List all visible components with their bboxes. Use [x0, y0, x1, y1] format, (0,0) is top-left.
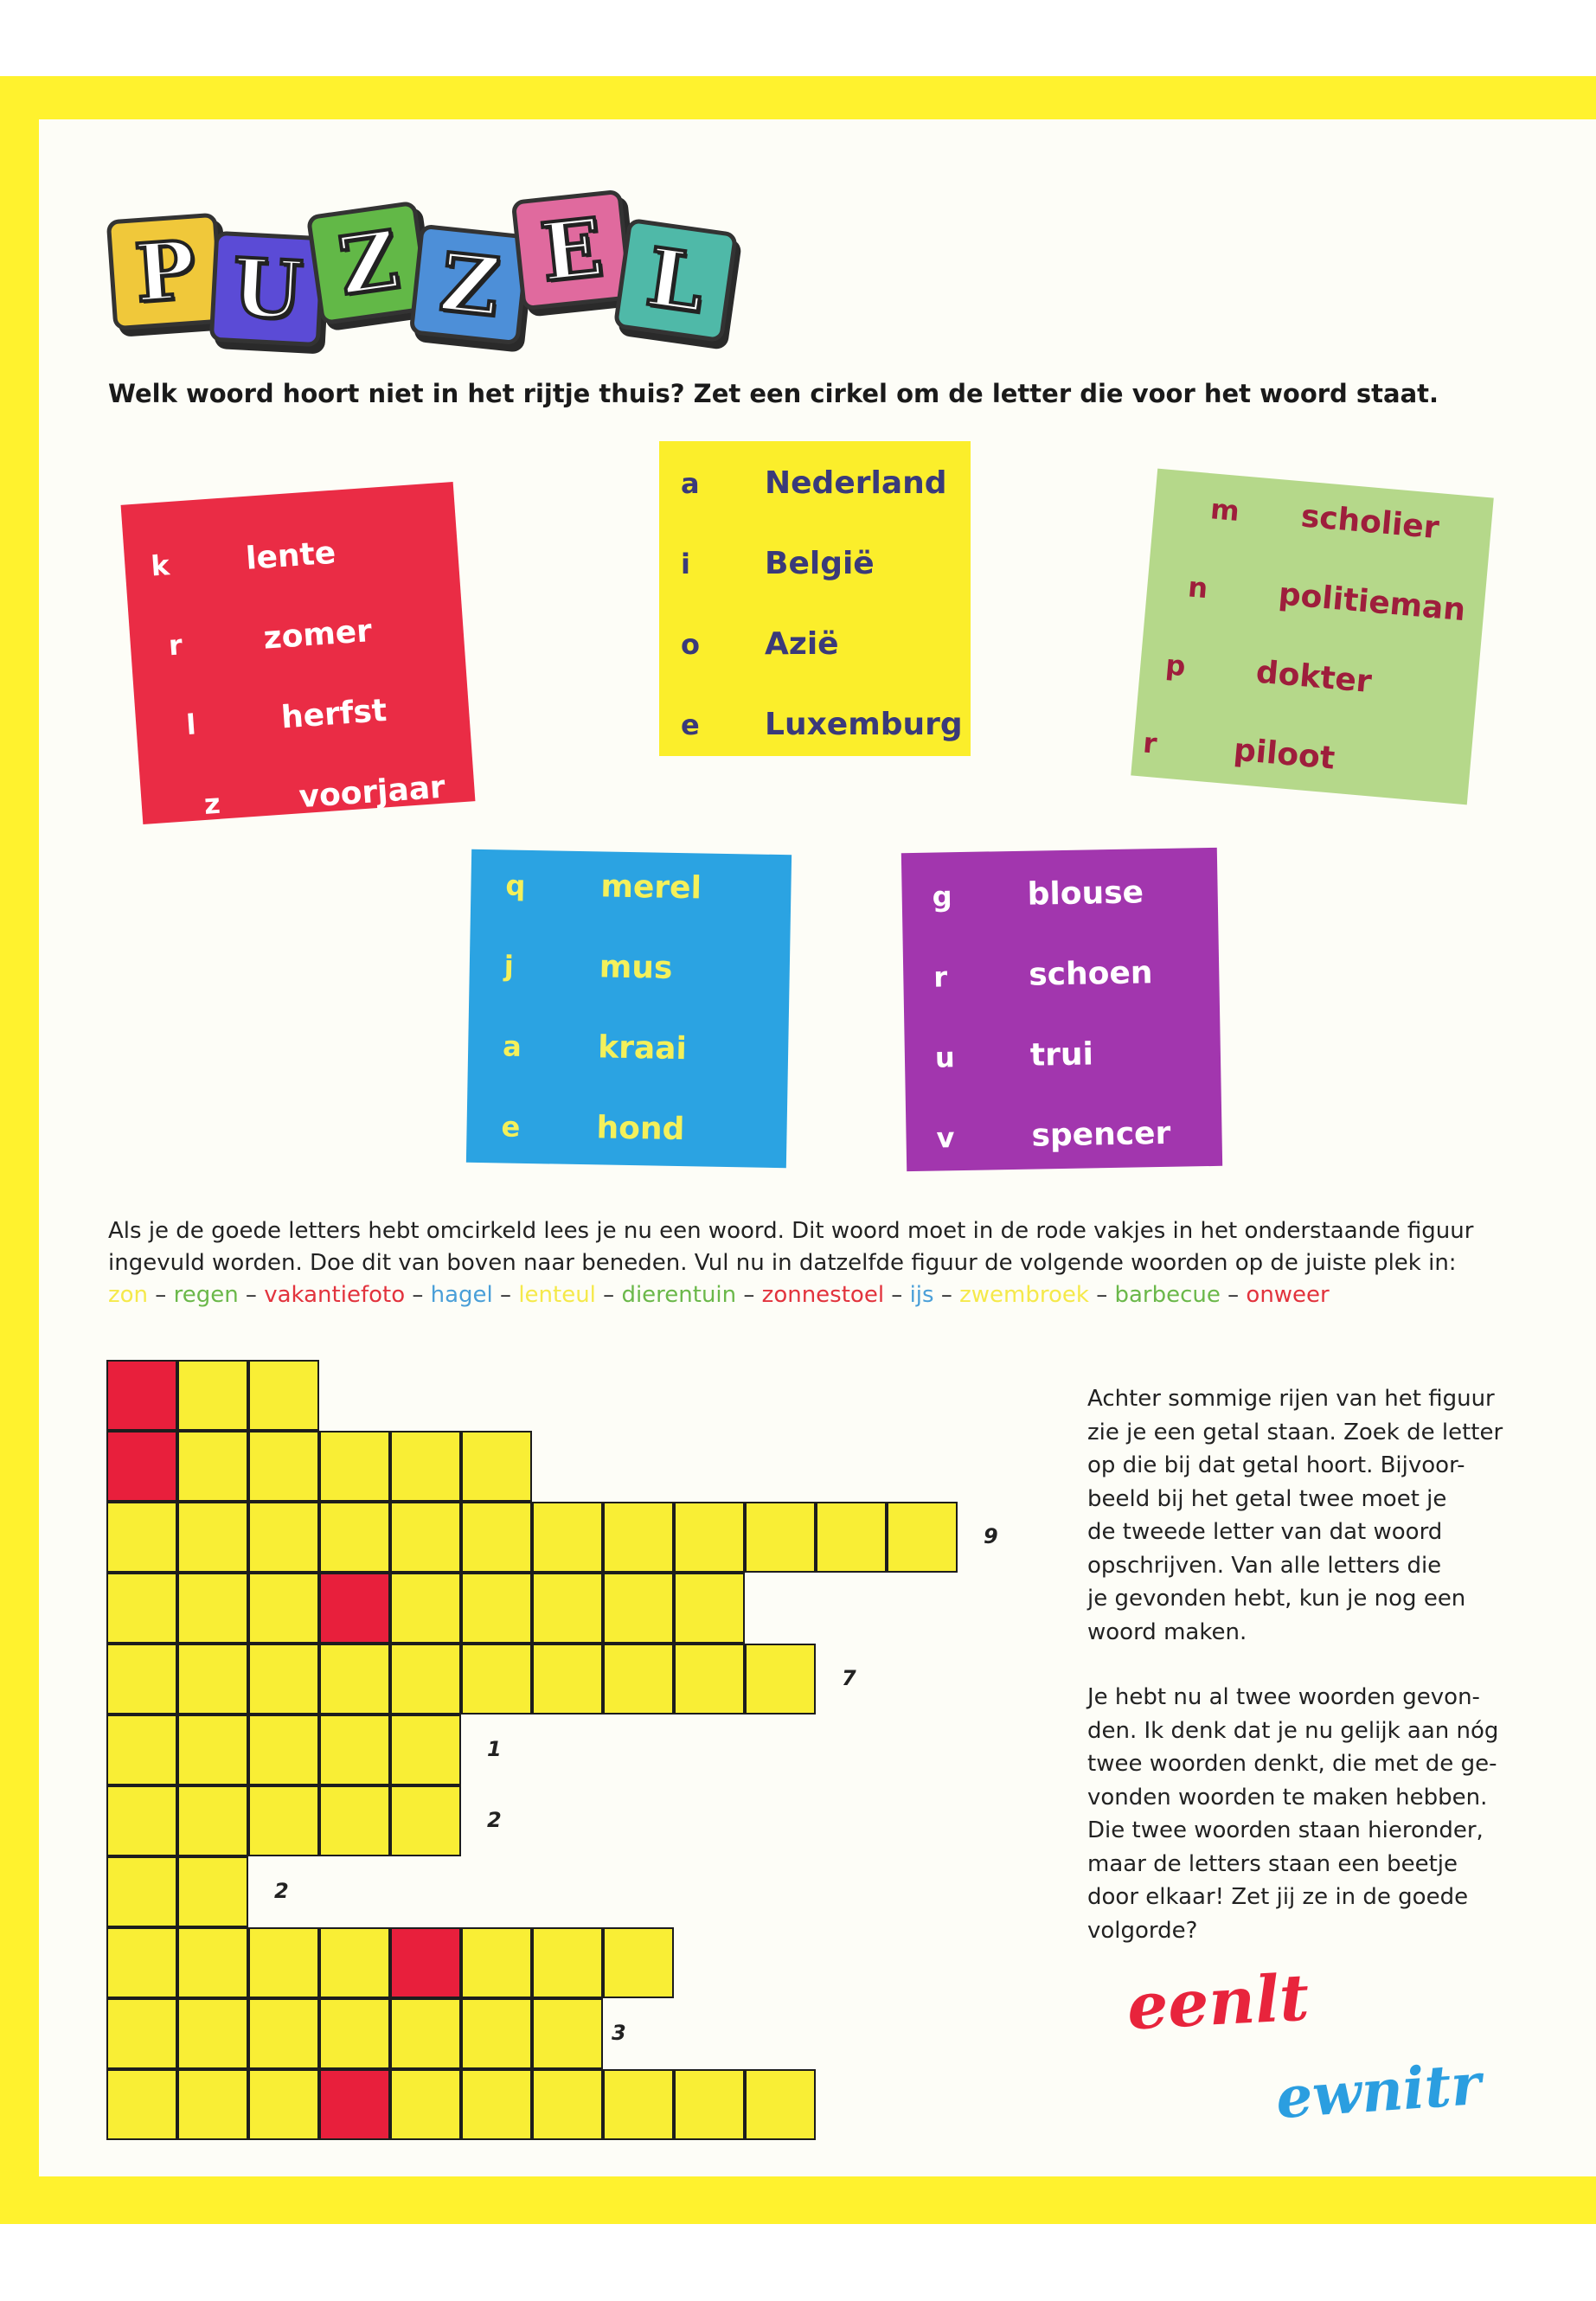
option-word: politieman: [1277, 576, 1467, 629]
red-cell[interactable]: [319, 1573, 390, 1644]
row-number: 1: [487, 1737, 502, 1761]
card-row: [659, 465, 971, 509]
title-letter: L: [641, 230, 710, 330]
grid-cell[interactable]: [319, 1644, 390, 1715]
grid-cell[interactable]: [106, 1927, 177, 1998]
title-block-z-3: [409, 224, 531, 346]
option-letter[interactable]: u: [934, 1041, 956, 1074]
card-row: [468, 1028, 789, 1076]
card-row: [906, 1115, 1222, 1163]
option-letter[interactable]: z: [202, 786, 221, 821]
grid-cell[interactable]: [603, 1927, 674, 1998]
word-separator: –: [736, 1282, 762, 1308]
title-letter: P: [131, 222, 199, 321]
scrambled-word-2: ewnitr: [1273, 2049, 1484, 2132]
grid-cell[interactable]: [603, 1502, 674, 1573]
option-word: voorjaar: [298, 769, 447, 816]
option-letter[interactable]: o: [681, 628, 700, 661]
grid-cell[interactable]: [177, 1431, 248, 1502]
row-number: 7: [842, 1666, 856, 1690]
grid-cell[interactable]: [390, 1785, 461, 1856]
grid-cell[interactable]: [106, 1715, 177, 1785]
option-word: Nederland: [765, 465, 947, 501]
option-word: mus: [599, 949, 673, 986]
card-row: [130, 607, 465, 674]
side-text-line: den. Ik denk dat je nu gelijk aan nóg: [1087, 1717, 1499, 1744]
grid-cell[interactable]: [390, 1644, 461, 1715]
fill-word: zwembroek: [959, 1282, 1089, 1308]
option-letter[interactable]: r: [167, 628, 184, 663]
grid-cell[interactable]: [461, 2069, 532, 2140]
side-text-line: maar de letters staan een beetje: [1087, 1850, 1458, 1877]
card-row: [466, 1108, 787, 1157]
title-letter: Z: [435, 234, 504, 335]
option-word: schoen: [1028, 955, 1153, 993]
grid-cell[interactable]: [461, 1573, 532, 1644]
grid-cell[interactable]: [248, 1573, 319, 1644]
grid-cell[interactable]: [532, 1502, 603, 1573]
grid-cell[interactable]: [319, 1785, 390, 1856]
grid-cell[interactable]: [603, 1573, 674, 1644]
instruction-text: Welk woord hoort niet in het rijtje thuis? Zet een cirkel om de letter die voor het woord staat.: [108, 379, 1439, 408]
grid-cell[interactable]: [106, 1856, 177, 1927]
option-letter[interactable]: k: [150, 548, 171, 583]
option-letter[interactable]: r: [933, 960, 948, 994]
option-letter[interactable]: a: [502, 1029, 522, 1063]
grid-cell[interactable]: [177, 1785, 248, 1856]
fill-word: regen: [173, 1282, 239, 1308]
option-word: herfst: [279, 693, 388, 736]
grid-cell[interactable]: [603, 1644, 674, 1715]
side-text-line: op die bij dat getal hoort. Bijvoor-: [1087, 1452, 1465, 1478]
grid-cell[interactable]: [319, 1431, 390, 1502]
red-cell[interactable]: [319, 2069, 390, 2140]
grid-cell[interactable]: [532, 1998, 603, 2069]
grid-cell[interactable]: [461, 1431, 532, 1502]
option-letter[interactable]: g: [932, 880, 952, 913]
grid-cell[interactable]: [106, 1573, 177, 1644]
fill-word: zonnestoel: [761, 1282, 885, 1308]
card-row: [659, 707, 971, 750]
grid-cell[interactable]: [248, 1431, 319, 1502]
fill-word: ijs: [909, 1282, 934, 1308]
title-block-u-1: [209, 231, 326, 348]
grid-cell[interactable]: [248, 2069, 319, 2140]
card-row: [1145, 565, 1485, 638]
grid-cell[interactable]: [177, 1644, 248, 1715]
grid-cell[interactable]: [177, 1927, 248, 1998]
row-number: 9: [984, 1524, 998, 1548]
grid-cell[interactable]: [106, 1502, 177, 1573]
grid-cell[interactable]: [745, 1644, 816, 1715]
grid-cell[interactable]: [106, 1644, 177, 1715]
fill-word: zon: [108, 1282, 149, 1308]
grid-cell[interactable]: [461, 1927, 532, 1998]
grid-cell[interactable]: [319, 1502, 390, 1573]
grid-cell[interactable]: [177, 1360, 248, 1431]
fill-word: hagel: [430, 1282, 493, 1308]
red-cell[interactable]: [106, 1431, 177, 1502]
option-word: merel: [600, 868, 702, 907]
option-word: kraai: [597, 1029, 688, 1067]
option-letter[interactable]: e: [501, 1110, 521, 1144]
option-word: Luxemburg: [765, 707, 963, 742]
word-separator: –: [595, 1282, 622, 1308]
side-text-line: Achter sommige rijen van het figuur: [1087, 1386, 1495, 1412]
grid-cell[interactable]: [319, 1998, 390, 2069]
card-row: [901, 874, 1218, 922]
side-text-line: beeld bij het getal twee moet je: [1087, 1485, 1447, 1512]
grid-cell[interactable]: [674, 1644, 745, 1715]
grid-cell[interactable]: [887, 1502, 958, 1573]
grid-cell[interactable]: [461, 1998, 532, 2069]
option-letter[interactable]: q: [505, 868, 526, 902]
fill-word: vakantiefoto: [264, 1282, 406, 1308]
title-letter: Z: [333, 212, 404, 314]
card-row: [124, 527, 459, 593]
side-instructions-2: [1087, 1681, 1529, 1947]
card-row: [1138, 644, 1478, 717]
fill-word: barbecue: [1114, 1282, 1221, 1308]
word-list: [108, 1279, 1527, 1311]
option-word: zomer: [262, 613, 374, 657]
grid-cell[interactable]: [532, 1644, 603, 1715]
word-separator: –: [405, 1282, 431, 1308]
option-letter[interactable]: j: [503, 949, 515, 983]
word-separator: –: [933, 1282, 960, 1308]
card-yellow: [659, 441, 971, 756]
option-word: trui: [1029, 1036, 1094, 1074]
card-red: [121, 482, 476, 824]
grid-cell[interactable]: [177, 2069, 248, 2140]
card-blue: [466, 849, 792, 1168]
fill-word: dierentuin: [621, 1282, 737, 1308]
grid-cell[interactable]: [532, 1927, 603, 1998]
word-separator: –: [1220, 1282, 1247, 1308]
grid-cell[interactable]: [106, 1998, 177, 2069]
side-text-line: Je hebt nu al twee woorden gevon-: [1087, 1684, 1480, 1710]
option-letter[interactable]: r: [1141, 726, 1158, 760]
card-row: [905, 1035, 1221, 1083]
grid-cell[interactable]: [745, 2069, 816, 2140]
grid-cell[interactable]: [390, 1998, 461, 2069]
title-letter: E: [536, 200, 607, 300]
grid-cell[interactable]: [390, 1502, 461, 1573]
paragraph-line-2: ingevuld worden. Doe dit van boven naar beneden. Vul nu in datzelfde figuur de volgende woorden op de juiste plek in:: [108, 1250, 1457, 1276]
paragraph: [108, 1215, 1527, 1311]
grid-cell[interactable]: [390, 1431, 461, 1502]
side-text-line: de tweede letter van dat woord: [1087, 1519, 1443, 1545]
option-letter[interactable]: i: [681, 548, 690, 580]
option-letter[interactable]: m: [1208, 492, 1241, 529]
grid-cell[interactable]: [603, 2069, 674, 2140]
option-letter[interactable]: e: [681, 708, 700, 741]
word-separator: –: [1088, 1282, 1115, 1308]
side-text-line: zie je een getal staan. Zoek de letter: [1087, 1419, 1503, 1445]
option-word: Azië: [765, 626, 839, 662]
side-text-line: volgorde?: [1087, 1917, 1198, 1944]
word-separator: –: [884, 1282, 910, 1308]
grid-cell[interactable]: [177, 1715, 248, 1785]
card-purple: [901, 848, 1222, 1171]
option-letter[interactable]: v: [936, 1121, 955, 1155]
grid-cell[interactable]: [532, 1573, 603, 1644]
side-text-line: vonden woorden te maken hebben.: [1087, 1784, 1488, 1811]
word-separator: –: [238, 1282, 265, 1308]
grid-cell[interactable]: [177, 1998, 248, 2069]
title-block-l-5: [613, 218, 739, 343]
grid-cell[interactable]: [177, 1502, 248, 1573]
grid-cell[interactable]: [177, 1856, 248, 1927]
card-row: [135, 687, 471, 753]
option-word: spencer: [1031, 1115, 1171, 1154]
grid-cell[interactable]: [461, 1644, 532, 1715]
row-number: 2: [487, 1808, 502, 1832]
side-text-line: opschrijven. Van alle letters die: [1087, 1552, 1442, 1579]
grid-cell[interactable]: [390, 2069, 461, 2140]
side-text-line: je gevonden hebt, kun je nog een: [1087, 1586, 1466, 1612]
grid-cell[interactable]: [248, 1360, 319, 1431]
row-number: 3: [612, 2021, 626, 2045]
side-text-line: twee woorden denkt, die met de ge-: [1087, 1751, 1497, 1777]
grid-cell[interactable]: [461, 1502, 532, 1573]
word-separator: –: [492, 1282, 519, 1308]
grid-cell[interactable]: [248, 1998, 319, 2069]
grid-cell[interactable]: [106, 1785, 177, 1856]
grid-cell[interactable]: [248, 1502, 319, 1573]
option-letter[interactable]: a: [681, 467, 700, 500]
side-text-line: woord maken.: [1087, 1618, 1247, 1645]
card-row: [1152, 486, 1492, 559]
grid-cell[interactable]: [248, 1927, 319, 1998]
card-row: [659, 626, 971, 670]
card-row: [471, 867, 792, 915]
option-word: dokter: [1254, 654, 1374, 701]
scrambled-word-1: eenlt: [1125, 1960, 1311, 2045]
paragraph-line-1: Als je de goede letters hebt omcirkeld lees je nu een woord. Dit woord moet in de rode vakjes in het onderstaande figuur: [108, 1218, 1474, 1244]
grid-cell[interactable]: [177, 1573, 248, 1644]
grid-cell[interactable]: [319, 1715, 390, 1785]
grid-cell[interactable]: [248, 1644, 319, 1715]
option-word: piloot: [1232, 732, 1336, 777]
title-letter: U: [230, 240, 304, 338]
grid-cell[interactable]: [390, 1715, 461, 1785]
red-cell[interactable]: [106, 1360, 177, 1431]
option-word: België: [765, 546, 875, 581]
option-letter[interactable]: l: [185, 708, 197, 742]
red-cell[interactable]: [390, 1927, 461, 1998]
side-instructions-1: [1087, 1382, 1529, 1649]
grid-cell[interactable]: [106, 2069, 177, 2140]
grid-cell[interactable]: [745, 1502, 816, 1573]
puzzel-title: [110, 186, 724, 338]
grid-cell[interactable]: [674, 1502, 745, 1573]
grid-cell[interactable]: [248, 1785, 319, 1856]
grid-cell[interactable]: [674, 2069, 745, 2140]
grid-cell[interactable]: [816, 1502, 887, 1573]
grid-cell[interactable]: [390, 1573, 461, 1644]
card-row: [469, 947, 790, 996]
fill-word: lenteul: [518, 1282, 596, 1308]
title-block-e-4: [511, 189, 633, 311]
word-separator: –: [148, 1282, 174, 1308]
option-word: lente: [244, 535, 337, 577]
grid-cell[interactable]: [532, 2069, 603, 2140]
title-block-p-0: [106, 213, 225, 331]
option-letter[interactable]: n: [1186, 570, 1209, 606]
option-word: hond: [596, 1110, 685, 1148]
side-text-line: door elkaar! Zet jij ze in de goede: [1087, 1884, 1469, 1910]
card-row: [659, 546, 971, 589]
card-green: [1131, 469, 1494, 805]
option-letter[interactable]: p: [1163, 648, 1188, 683]
row-number: 2: [274, 1879, 289, 1903]
side-text-line: Die twee woorden staan hieronder,: [1087, 1817, 1484, 1843]
grid-cell[interactable]: [248, 1715, 319, 1785]
grid-cell[interactable]: [674, 1573, 745, 1644]
grid-cell[interactable]: [319, 1927, 390, 1998]
card-row: [903, 954, 1220, 1003]
option-word: scholier: [1299, 498, 1441, 547]
option-word: blouse: [1027, 875, 1144, 913]
fill-word: onweer: [1246, 1282, 1330, 1308]
